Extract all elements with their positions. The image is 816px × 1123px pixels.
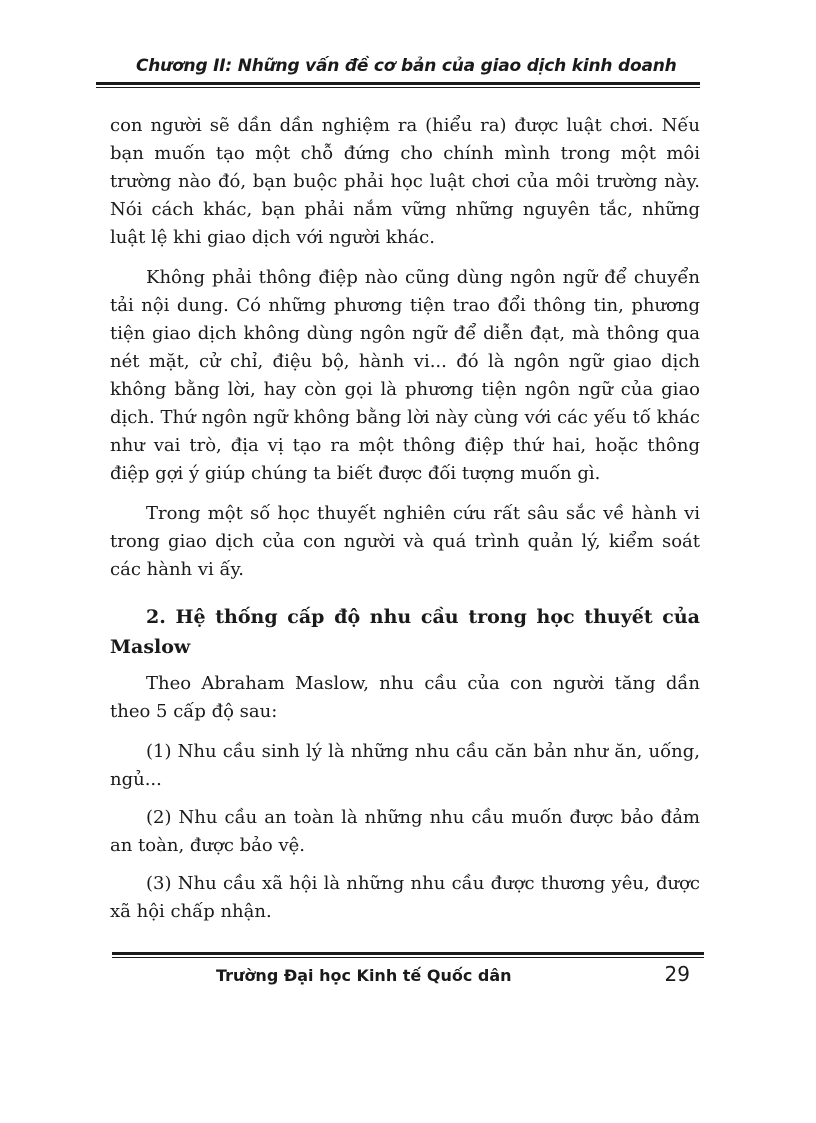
chapter-title: Chương II: Những vấn đề cơ bản của giao dịch kinh doanh xyxy=(136,56,677,76)
running-footer xyxy=(112,952,704,996)
list-item: (1) Nhu cầu sinh lý là những nhu cầu căn bản như ăn, uống, ngủ... xyxy=(110,741,700,790)
running-header xyxy=(96,56,700,88)
paragraph-continued: con người sẽ dần dần nghiệm ra (hiểu ra) được luật chơi. Nếu bạn muốn tạo một chỗ đứng cho chính mình trong một môi trường nào đó, bạn buộc phải học luật chơi của môi trường này. Nói cách khác, bạn phải nắm vững những nguyên tắc, những luật lệ khi giao dịch với người khác. xyxy=(110,115,700,248)
header-rule xyxy=(96,82,700,88)
page-number: 29 xyxy=(664,962,690,986)
paragraph: Trong một số học thuyết nghiên cứu rất sâu sắc về hành vi trong giao dịch của con người và quá trình quản lý, kiểm soát các hành vi ấy. xyxy=(110,503,700,580)
page-body xyxy=(110,112,700,936)
footer-rule xyxy=(112,952,704,958)
section-heading: 2. Hệ thống cấp độ nhu cầu trong học thuyết của Maslow xyxy=(110,606,700,658)
list-item: (3) Nhu cầu xã hội là những nhu cầu được thương yêu, được xã hội chấp nhận. xyxy=(110,873,700,922)
list-item: (2) Nhu cầu an toàn là những nhu cầu muốn được bảo đảm an toàn, được bảo vệ. xyxy=(110,807,700,856)
institution-name: Trường Đại học Kinh tế Quốc dân xyxy=(216,966,512,985)
paragraph: Không phải thông điệp nào cũng dùng ngôn ngữ để chuyển tải nội dung. Có những phương tiện trao đổi thông tin, phương tiện giao dịch không dùng ngôn ngữ để diễn đạt, mà thông qua nét mặt, cử chỉ, điệu bộ, hành vi... đó là ngôn ngữ giao dịch không bằng lời, hay còn gọi là phương tiện ngôn ngữ của giao dịch. Thứ ngôn ngữ không bằng lời này cùng với các yếu tố khác như vai trò, địa vị tạo ra một thông điệp thứ hai, hoặc thông điệp gợi ý giúp chúng ta biết được đối tượng muốn gì. xyxy=(110,267,700,484)
paragraph-intro: Theo Abraham Maslow, nhu cầu của con người tăng dần theo 5 cấp độ sau: xyxy=(110,673,700,722)
